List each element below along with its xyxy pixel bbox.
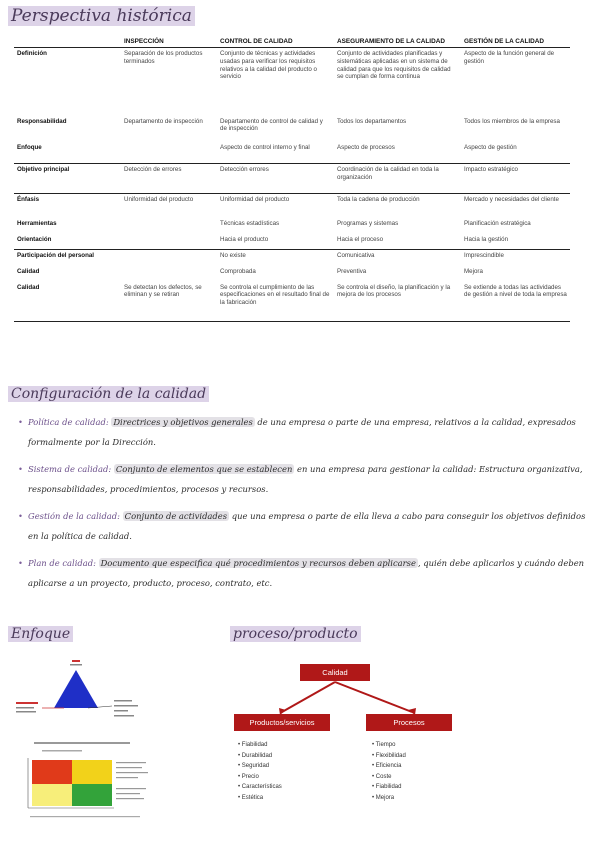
table-cell: Técnicas estadísticas	[220, 219, 280, 227]
term-highlight: Conjunto de elementos que se establecen	[115, 464, 293, 474]
calidad-diagram	[226, 660, 496, 830]
left-bullet-list	[238, 740, 282, 803]
list-item: • Tiempo	[372, 740, 406, 751]
table-cell: Comunicativa	[334, 250, 461, 266]
table-cell: Coordinación de la calidad en toda la organización	[334, 164, 461, 194]
term-description: , quién debe aplicarlos y cuándo deben aplicarse a un proyecto, producto, proceso, contrato, etc.	[28, 558, 585, 588]
table-cell: Aspecto de procesos	[337, 143, 395, 151]
table-cell: Uniformidad del producto	[121, 194, 217, 218]
page-title-perspectiva: Perspectiva histórica	[8, 6, 195, 26]
term-description: de una empresa o parte de una empresa, relativos a la calidad, expresados formalmente por la Dirección.	[28, 417, 576, 447]
table-cell	[121, 266, 217, 282]
row-label: Objetivo principal	[14, 164, 121, 194]
table-cell	[121, 234, 217, 250]
diagram-root-node: Calidad	[300, 664, 370, 681]
table-row	[14, 266, 570, 282]
table-cell: Mercado y necesidades del cliente	[461, 194, 570, 218]
diagram-right-node: Procesos	[366, 714, 452, 731]
historical-table	[14, 36, 570, 322]
table-header-row	[14, 36, 570, 48]
table-cell: Detección errores	[217, 164, 334, 194]
term: Gestión de la calidad:	[28, 511, 120, 521]
quadrant-green	[72, 784, 112, 806]
table-cell: Aspecto de la función general de gestión	[464, 50, 555, 65]
list-item: • Coste	[372, 772, 406, 783]
row-label: Énfasis	[14, 194, 121, 218]
list-item: • Eficiencia	[372, 761, 406, 772]
row-label: Orientación	[17, 235, 52, 243]
table-cell: Toda la cadena de producción	[334, 194, 461, 218]
table-cell: Preventiva	[337, 267, 367, 275]
list-item	[18, 506, 588, 546]
term-highlight: Conjunto de actividades	[124, 511, 228, 521]
list-item: • Seguridad	[238, 761, 282, 772]
table-row	[14, 218, 570, 234]
table-header-cell	[14, 36, 121, 48]
table-header-cell: CONTROL DE CALIDAD	[217, 36, 334, 48]
list-item: • Precio	[238, 772, 282, 783]
term-description: en una empresa para gestionar la calidad: Estructura organizativa, responsabilidades, procedimientos, procesos y recursos.	[28, 464, 583, 494]
table-cell: Todos los miembros de la empresa	[464, 117, 560, 125]
table-cell: No existe	[217, 250, 334, 266]
table-row	[14, 234, 570, 250]
table-cell: Planificación estratégica	[464, 219, 531, 227]
row-label: Enfoque	[17, 143, 42, 151]
row-label: Definición	[17, 50, 47, 57]
table-cell	[121, 250, 217, 266]
table-header-cell: ASEGURAMIENTO DE LA CALIDAD	[334, 36, 461, 48]
quadrant-yellow	[72, 760, 112, 784]
table-row	[14, 250, 570, 266]
row-label: Calidad	[14, 282, 121, 322]
list-item	[18, 459, 588, 499]
list-item	[18, 412, 588, 452]
table-cell: Departamento de inspección	[124, 117, 203, 125]
enfoque-illustration	[12, 650, 162, 830]
table-cell: Imprescindible	[461, 250, 570, 266]
table-row	[14, 194, 570, 218]
table-cell: Conjunto de actividades planificadas y sistemáticas aplicadas en un sistema de calidad para que los requisitos de calidad se cumplan de forma continua	[337, 50, 451, 81]
list-item: • Fiabilidad	[372, 782, 406, 793]
table-cell: Se controla el cumplimiento de las especificaciones en el resultado final de la fabricación	[217, 282, 334, 322]
list-item: • Características	[238, 782, 282, 793]
table-cell: Se detectan los defectos, se eliminan y se retiran	[121, 282, 217, 322]
list-item: • Mejora	[372, 793, 406, 804]
table-cell: Hacia el proceso	[337, 235, 384, 243]
table-cell: Conjunto de técnicas y actividades usadas para verificar los requisitos relativos a la calidad del producto o servicio	[220, 50, 317, 81]
table-row	[14, 116, 570, 142]
table-cell	[121, 142, 217, 164]
table-cell: Todos los departamentos	[337, 117, 407, 125]
term: Plan de calidad:	[28, 558, 96, 568]
row-label: Participación del personal	[14, 250, 121, 266]
configuracion-list	[18, 412, 588, 600]
table-cell: Detección de errores	[121, 164, 217, 194]
enfoque-figures	[12, 650, 162, 830]
term-highlight: Documento que especifica qué procedimientos y recursos deben aplicarse	[100, 558, 416, 568]
table-cell: Impacto estratégico	[461, 164, 570, 194]
table-cell: Hacia la gestión	[464, 235, 509, 243]
term-highlight: Directrices y objetivos generales	[113, 417, 253, 427]
table-cell: Mejora	[464, 267, 483, 275]
row-label: Herramientas	[17, 219, 57, 227]
term: Política de calidad:	[28, 417, 109, 427]
table-header-cell: GESTIÓN DE LA CALIDAD	[461, 36, 570, 48]
section-title-proceso-producto: proceso/producto	[230, 626, 361, 642]
table-row	[14, 282, 570, 322]
row-label: Responsabilidad	[17, 117, 67, 125]
section-title-enfoque: Enfoque	[8, 626, 73, 642]
quadrant-red	[32, 760, 72, 784]
section-title-configuracion: Configuración de la calidad	[8, 386, 209, 402]
table-cell: Separación de los productos terminados	[124, 50, 203, 65]
table-cell	[121, 218, 217, 234]
quadrant-lightyellow	[32, 784, 72, 806]
table-cell: Se controla el diseño, la planificación y la mejora de los procesos	[334, 282, 461, 322]
table-cell: Comprobada	[220, 267, 256, 275]
list-item: • Durabilidad	[238, 751, 282, 762]
table-cell: Aspecto de gestión	[464, 143, 517, 151]
row-label: Calidad	[17, 267, 40, 275]
table-row	[14, 48, 570, 116]
list-item: • Flexibilidad	[372, 751, 406, 762]
table-cell: Programas y sistemas	[337, 219, 399, 227]
table-cell: Aspecto de control interno y final	[220, 143, 310, 151]
list-item: • Estética	[238, 793, 282, 804]
table-cell: Departamento de control de calidad y de inspección	[220, 117, 323, 133]
right-bullet-list	[372, 740, 406, 803]
list-item	[18, 553, 588, 593]
table-cell: Uniformidad del producto	[217, 194, 334, 218]
term-description: que una empresa o parte de ella lleva a cabo para conseguir los objetivos definidos en la política de calidad.	[28, 511, 586, 541]
term: Sistema de calidad:	[28, 464, 112, 474]
diagram-left-node: Productos/servicios	[234, 714, 330, 731]
table-row	[14, 142, 570, 164]
table-cell: Hacia el producto	[220, 235, 269, 243]
list-item: • Fiabilidad	[238, 740, 282, 751]
table-row	[14, 164, 570, 194]
table-header-cell: INSPECCIÓN	[121, 36, 217, 48]
pyramid-shape	[54, 670, 98, 708]
table-cell: Se extiende a todas las actividades de gestión a nivel de toda la empresa	[461, 282, 570, 322]
